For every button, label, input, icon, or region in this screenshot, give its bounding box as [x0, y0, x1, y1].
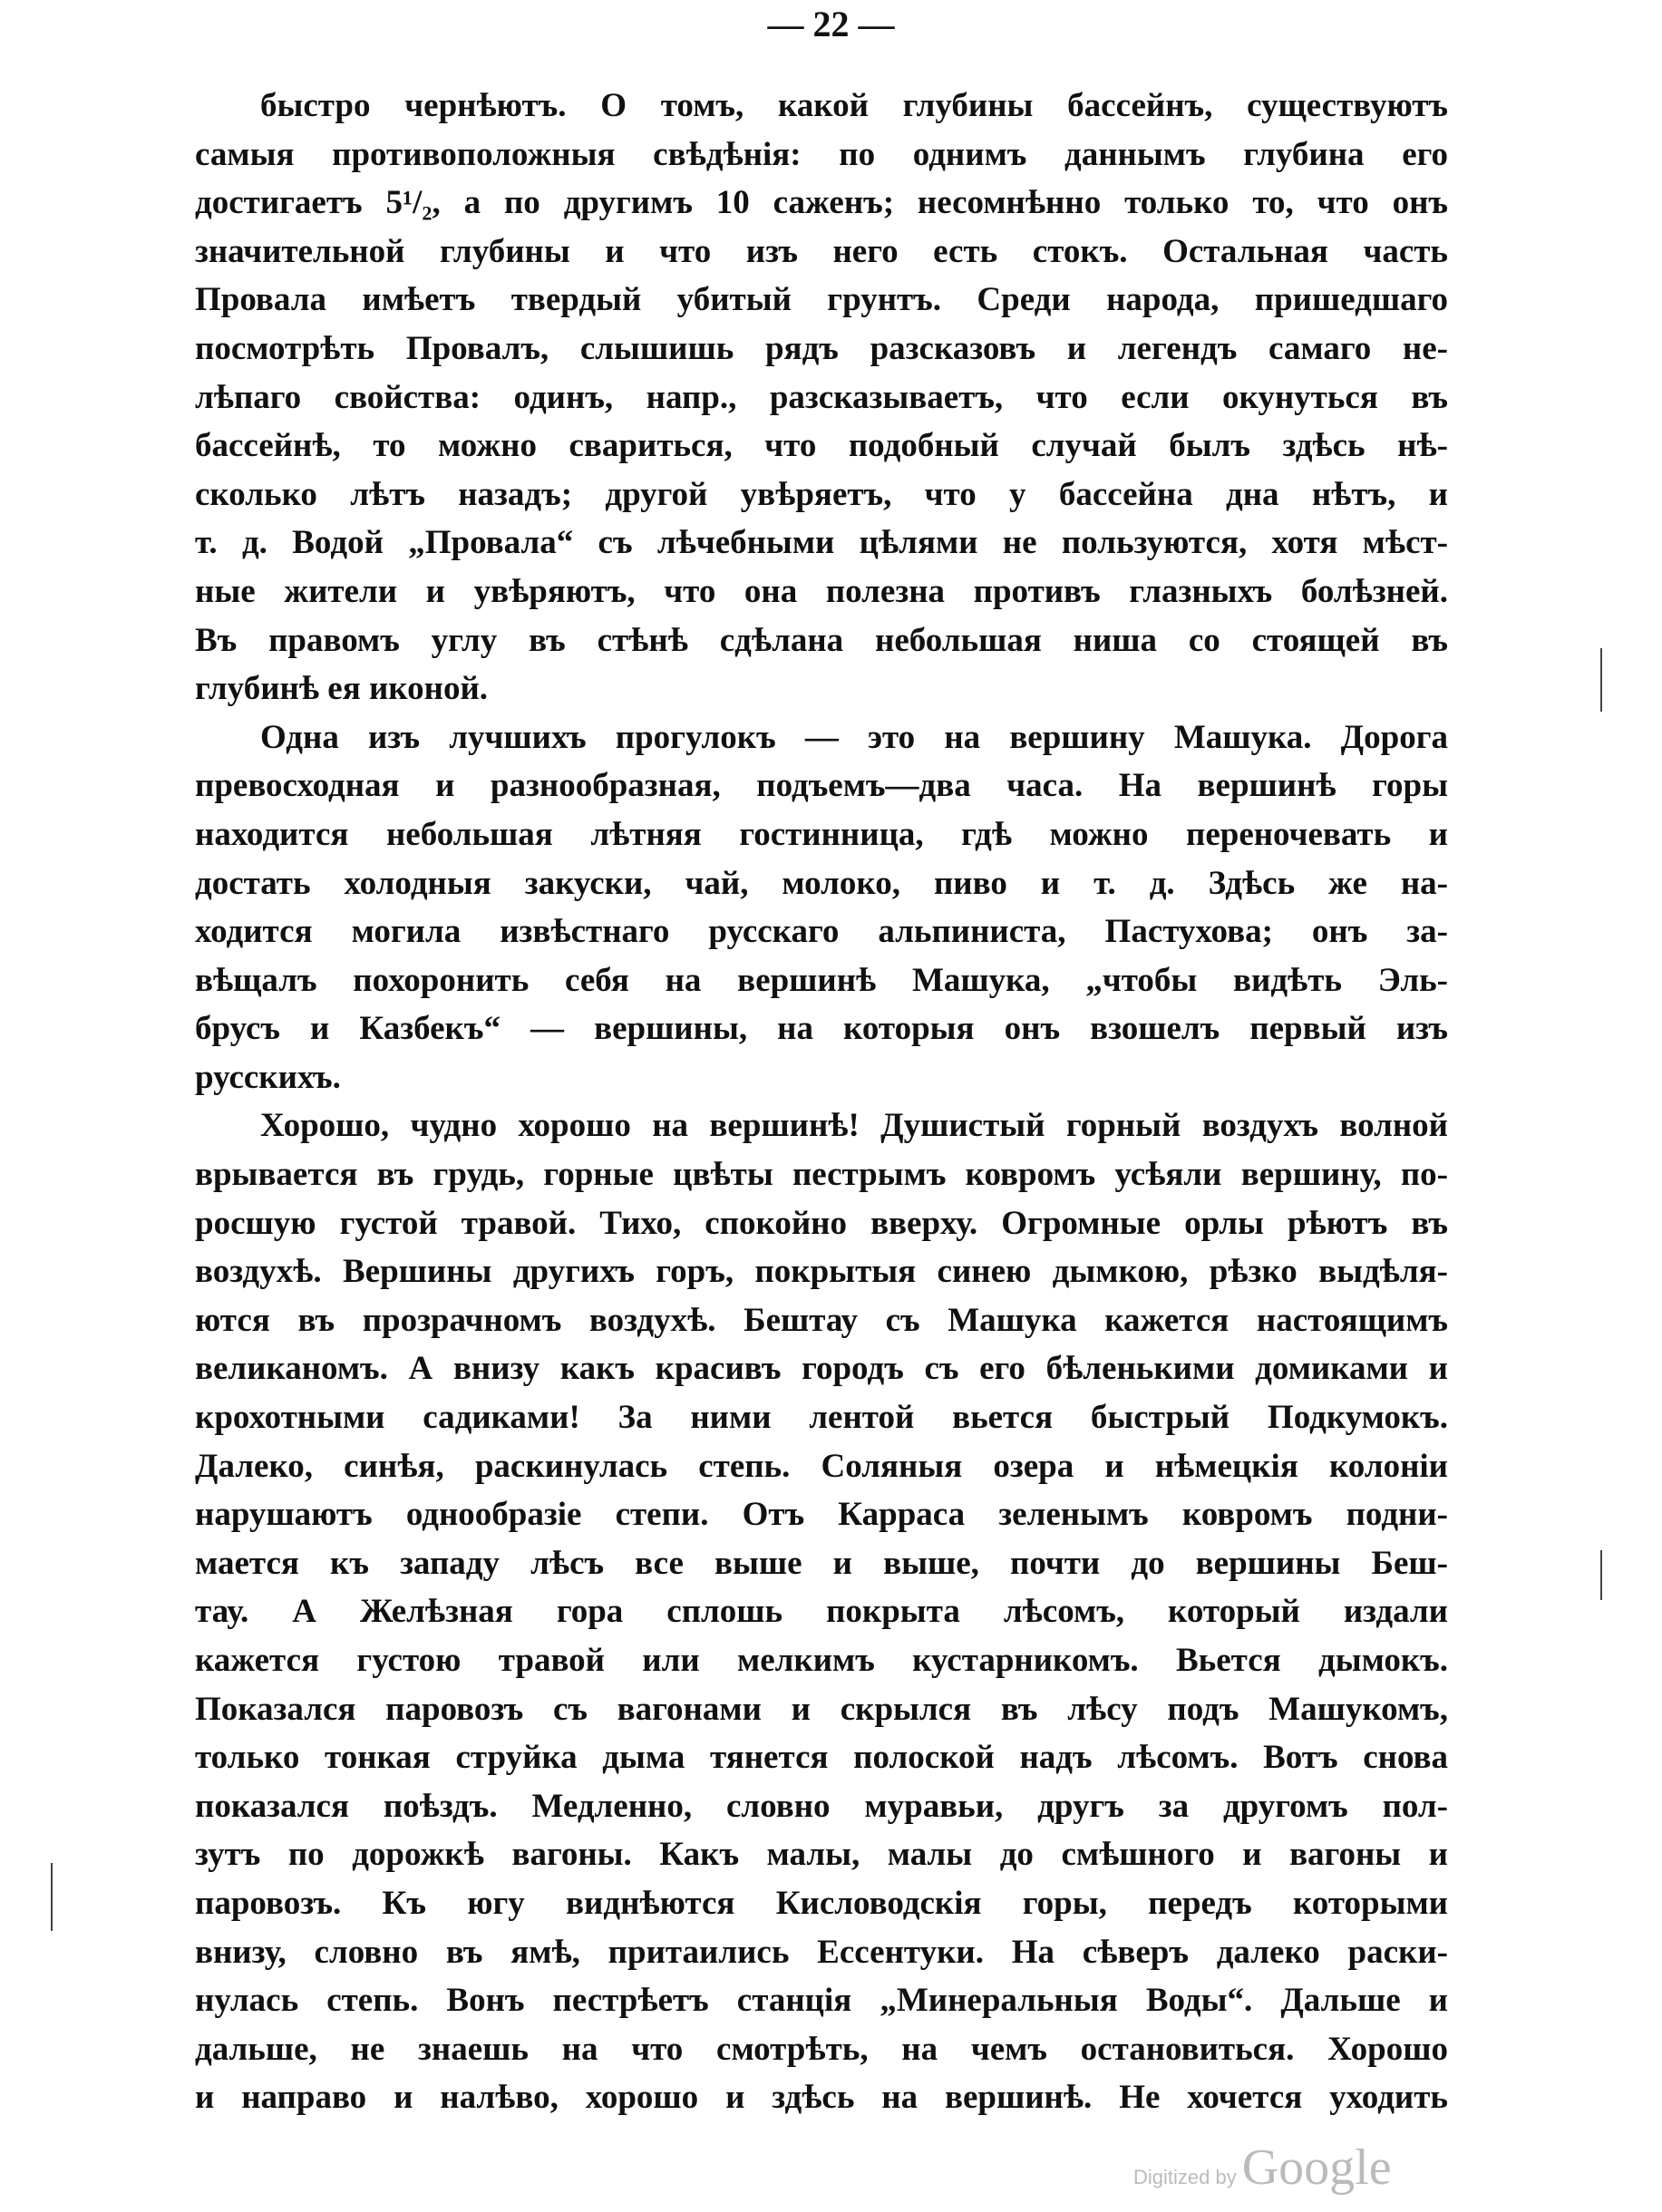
text-line: ходится могила извѣстнаго русскаго альпиниста, Пастухова; онъ за- — [195, 913, 1448, 951]
watermark-logo-text: Google — [1241, 2139, 1392, 2196]
paragraph — [195, 713, 1448, 1102]
text-line: мается къ западу лѣсъ все выше и выше, почти до вершины Беш- — [195, 1544, 1448, 1582]
text-line: Одна изъ лучшихъ прогулокъ — это на вершину Машука. Дорога — [260, 718, 1448, 756]
text-line: великаномъ. А внизу какъ красивъ городъ съ его бѣленькими домиками и — [195, 1350, 1448, 1388]
google-watermark — [1133, 2136, 1392, 2199]
text-line: показался поѣздъ. Медленно, словно муравьи, другъ за другомъ пол- — [195, 1787, 1448, 1825]
text-line: бассейнѣ, то можно свариться, что подобный случай былъ здѣсь нѣ- — [195, 427, 1448, 465]
text-line: дальше, не знаешь на что смотрѣть, на чемъ остановиться. Хорошо — [195, 2030, 1448, 2068]
text-line: Въ правомъ углу въ стѣнѣ сдѣлана небольшая ниша со стоящей въ — [195, 621, 1448, 659]
text-line: сколько лѣтъ назадъ; другой увѣряетъ, что у бассейна дна нѣтъ, и — [195, 475, 1448, 513]
text-line: тау. А Желѣзная гора сплошь покрыта лѣсомъ, который издали — [195, 1593, 1448, 1631]
paragraph — [195, 82, 1448, 713]
text-line: ются въ прозрачномъ воздухѣ. Бештау съ Машука кажется настоящимъ — [195, 1301, 1448, 1339]
text-line: лѣпаго свойства: одинъ, напр., разсказываетъ, что если окунуться въ — [195, 378, 1448, 416]
watermark-small-text: Digitized by — [1133, 2166, 1237, 2188]
text-line: росшую густой травой. Тихо, спокойно вверху. Огромные орлы рѣютъ въ — [195, 1204, 1448, 1242]
scan-margin-mark — [1600, 1550, 1602, 1600]
text-line: Хорошо, чудно хорошо на вершинѣ! Душистый горный воздухъ волной — [260, 1107, 1448, 1145]
text-line: самыя противоположныя свѣдѣнія: по однимъ даннымъ глубина его — [195, 135, 1448, 173]
text-line: крохотными садиками! За ними лентой вьется быстрый Подкумокъ. — [195, 1399, 1448, 1437]
text-line: Провала имѣетъ твердый убитый грунтъ. Среди народа, пришедшаго — [195, 281, 1448, 319]
text-line: воздухѣ. Вершины другихъ горъ, покрытыя синею дымкою, рѣзко выдѣля- — [195, 1253, 1448, 1291]
text-line: нулась степь. Вонъ пестрѣетъ станція „Минеральныя Воды“. Дальше и — [195, 1982, 1448, 2020]
text-line: находится небольшая лѣтняя гостинница, гдѣ можно переночевать и — [195, 815, 1448, 853]
text-line: русскихъ. — [195, 1058, 341, 1096]
text-line: кажется густою травой или мелкимъ кустарникомъ. Вьется дымокъ. — [195, 1642, 1448, 1679]
text-line: быстро чернѣютъ. О томъ, какой глубины бассейнъ, существуютъ — [260, 87, 1448, 124]
scan-margin-mark — [1600, 648, 1602, 712]
text-line: т. д. Водой „Провала“ съ лѣчебными цѣлями не пользуются, хотя мѣст- — [195, 524, 1448, 562]
text-line: и направо и налѣво, хорошо и здѣсь на вершинѣ. Не хочется уходить — [195, 2079, 1448, 2117]
text-line: врывается въ грудь, горные цвѣты пестрымъ ковромъ усѣяли вершину, по- — [195, 1156, 1448, 1194]
text-line: посмотрѣть Провалъ, слышишь рядъ разсказовъ и легендъ самаго не- — [195, 329, 1448, 367]
scan-margin-mark — [51, 1863, 53, 1931]
page-number: — 22 — — [767, 4, 895, 44]
text-line: зутъ по дорожкѣ вагоны. Какъ малы, малы до смѣшного и вагоны и — [195, 1836, 1448, 1874]
text-line: только тонкая струйка дыма тянется полоской надъ лѣсомъ. Вотъ снова — [195, 1739, 1448, 1777]
text-line: брусъ и Казбекъ“ — вершины, на которыя онъ взошелъ первый изъ — [195, 1010, 1448, 1048]
paragraph — [195, 1101, 1448, 2121]
text-line: Далеко, синѣя, раскинулась степь. Соляныя озера и нѣмецкія колоніи — [195, 1447, 1448, 1485]
text-line: нарушаютъ однообразіе степи. Отъ Карраса зеленымъ ковромъ подни- — [195, 1496, 1448, 1534]
text-line: ные жители и увѣряютъ, что она полезна противъ глазныхъ болѣзней. — [195, 572, 1448, 610]
text-line: достать холодныя закуски, чай, молоко, пиво и т. д. Здѣсь же на- — [195, 864, 1448, 902]
text-line: паровозъ. Къ югу виднѣются Кисловодскія горы, передъ которыми — [195, 1884, 1448, 1922]
text-line: Показался паровозъ съ вагонами и скрылся въ лѣсу подъ Машукомъ, — [195, 1690, 1448, 1728]
text-line: превосходная и разнообразная, подъемъ—два часа. На вершинѣ горы — [195, 767, 1448, 805]
text-line: вѣщалъ похоронить себя на вершинѣ Машука, „чтобы видѣть Эль- — [195, 961, 1448, 999]
text-line: внизу, словно въ ямѣ, притаились Ессентуки. На сѣверъ далеко раски- — [195, 1933, 1448, 1971]
text-line: достигаетъ 5¹/₂, а по другимъ 10 саженъ; несомнѣнно только то, что онъ — [195, 184, 1448, 222]
body-text — [195, 82, 1448, 2122]
text-line: значительной глубины и что изъ него есть стокъ. Остальная часть — [195, 232, 1448, 270]
text-line: глубинѣ ея иконой. — [195, 670, 489, 708]
